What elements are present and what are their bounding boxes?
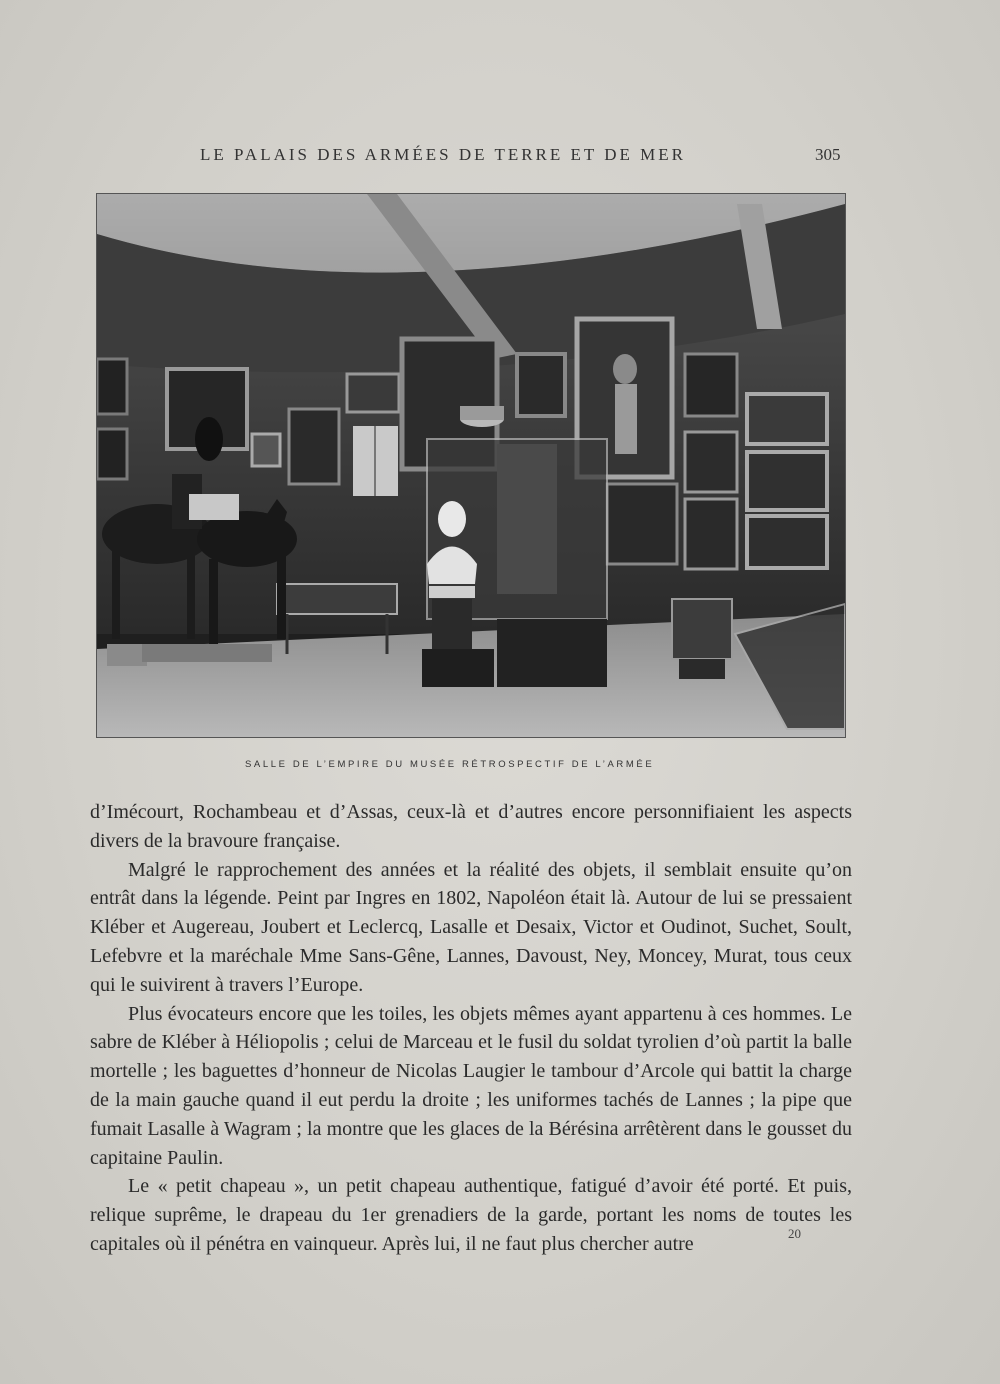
marble-bust [438, 501, 466, 537]
signature-mark: 20 [788, 1226, 801, 1241]
museum-hall-photograph [96, 193, 846, 738]
paragraph: Malgré le rapprochement des années et la réalité des objets, il semblait ensuite qu’on entrât dans la légende. Peint par Ingres en 1802, Napoléon était là. Autour de lui se pressaient Kléber et Augereau, Joubert et Leclercq, Lasalle et Desaix, Victor et Oudinot, Suchet, Soult, Lefebvre et la maréchale Mme Sans-Gêne, Lannes, Davoust, Ney, Moncey, Murat, tous ceux qui le suivirent à travers l’Europe. [90, 858, 852, 996]
photo-illustration [97, 194, 845, 737]
body-text [90, 798, 852, 1259]
display-table [277, 584, 397, 614]
paragraph: Plus évocateurs encore que les toiles, les objets mêmes ayant appartenu à ces hommes. Le sabre de Kléber à Héliopolis ; celui de Marceau et le fusil du soldat tyrolien d’où partit la balle mortelle ; les baguettes d’honneur de Nicolas Laugier le tambour d’Arcole qui battit la charge de la main gauche quand il eut perdu la droite ; les uniformes tachés de Lannes ; la pipe que fumait Lasalle à Wagram ; la montre que les glaces de la Bérésina arrêtèrent dans le gousset du capitaine Paulin. [90, 1002, 852, 1169]
figure-caption: SALLE DE L’EMPIRE DU MUSÉE RÉTROSPECTIF DE L’ARMÉE [245, 759, 655, 770]
page-number: 305 [815, 145, 841, 164]
paragraph: d’Imécourt, Rochambeau et d’Assas, ceux-là et d’autres encore personnifiaient les aspects divers de la bravoure française. [90, 801, 852, 852]
pedestal [432, 599, 472, 649]
armchair [672, 599, 732, 659]
paragraph: Le « petit chapeau », un petit chapeau authentique, fatigué d’avoir été porté. Et puis, relique suprême, le drapeau du 1er grenadiers de la garde, portant les noms de toutes les capitales où il pénétra en vainqueur. Après lui, il ne faut plus chercher autre [90, 1175, 852, 1255]
running-head: LE PALAIS DES ARMÉES DE TERRE ET DE MER [200, 145, 686, 164]
